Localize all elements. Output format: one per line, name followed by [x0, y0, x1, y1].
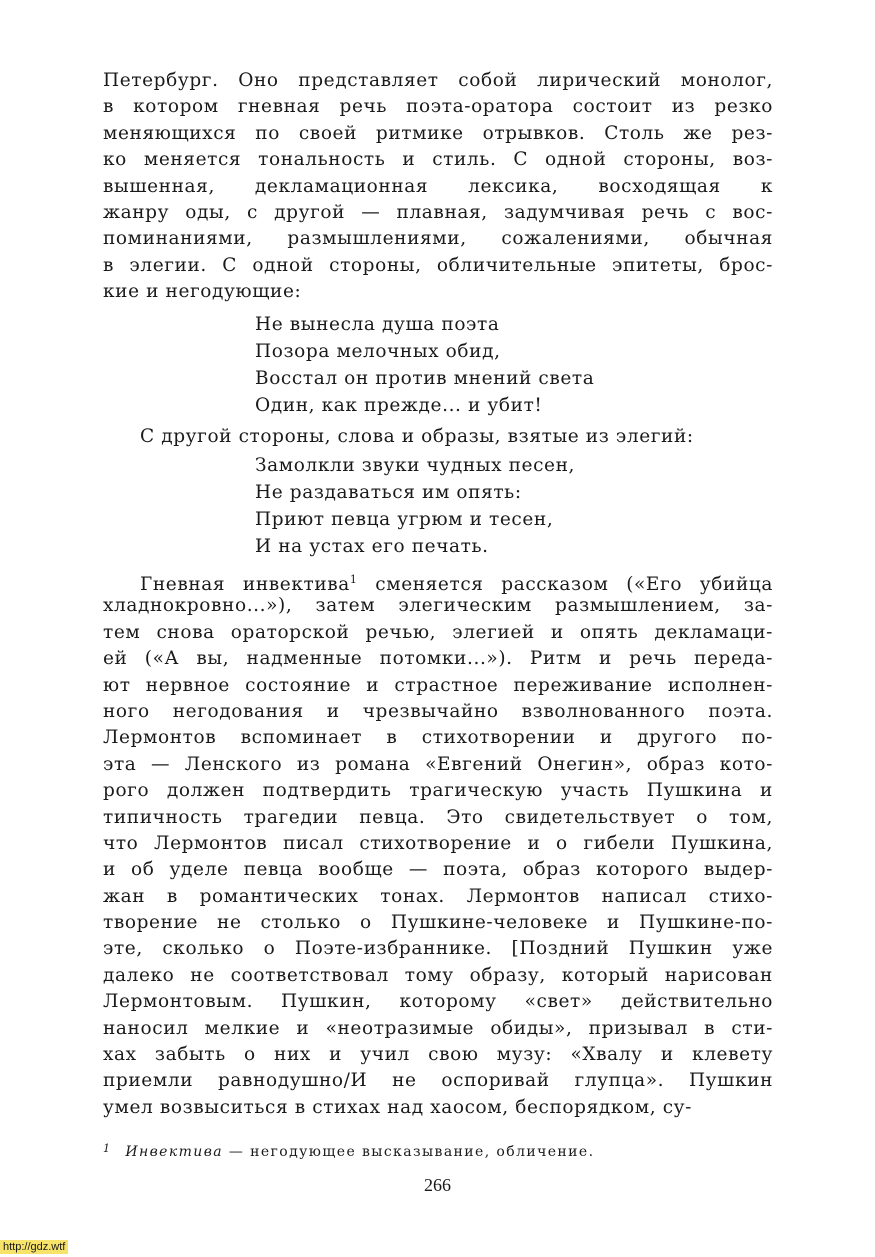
text-line: далеко не соответствовал тому образу, который нарисован — [103, 964, 773, 986]
text-line: хах забыть о них и учил свою музу: «Хвалу и клевету — [103, 1044, 773, 1066]
verse-line: И на устах его печать. — [255, 536, 489, 557]
verse-quote-1 — [255, 311, 594, 419]
text-line: хладнокровно...»), затем элегическим размышлением, за- — [103, 595, 773, 617]
verse-line: Замолкли звуки чудных песен, — [255, 455, 575, 476]
text-line: ко меняется тональность и стиль. С одной стороны, воз- — [103, 149, 773, 171]
text-line: жанру оды, с другой — плавная, задумчивая речь с вос- — [103, 201, 773, 223]
watermark-link[interactable]: http://gdz.wtf — [0, 1240, 68, 1254]
text-line: эта — Ленского из романа «Евгений Онегин», образ кото- — [103, 753, 773, 775]
text-line: Лермонтов вспоминает в стихотворении и другого по- — [103, 727, 773, 749]
text-line: жан в романтических тонах. Лермонтов написал стихо- — [103, 885, 773, 907]
first-line-before: Гневная инвектива — [140, 574, 350, 595]
verse-line: Приют певца угрюм и тесен, — [255, 509, 554, 530]
text-line: поминаниями, размышлениями, сожалениями, обычная — [103, 228, 773, 250]
transition-line: С другой стороны, слова и образы, взятые из элегий: — [140, 426, 694, 447]
verse-line: Не раздаваться им опять: — [255, 482, 522, 503]
text-line: эте, сколько о Поэте-избраннике. [Поздний Пушкин уже — [103, 938, 773, 960]
text-line: тем снова ораторской речью, элегией и опять декламаци- — [103, 621, 773, 643]
text-line: кие и негодующие: — [103, 281, 302, 303]
text-line: типичность трагедии певца. Это свидетельствует о том, — [103, 806, 773, 828]
paragraph-intro — [103, 68, 773, 306]
paragraph-main-first-line — [103, 567, 773, 593]
verse-line: Один, как прежде... и убит! — [255, 395, 543, 416]
text-line: ей («А вы, надменные потомки...»). Ритм и речь переда- — [103, 648, 773, 670]
text-line: наносил мелкие и «неотразимые обиды», призывал в сти- — [103, 1017, 773, 1039]
verse-quote-2 — [255, 452, 575, 560]
page-number: 266 — [424, 1175, 451, 1195]
footnote-reference: 1 — [349, 573, 358, 586]
text-line: творение не столько о Пушкине-человеке и Пушкине-по- — [103, 912, 773, 934]
verse-line: Восстал он против мнений света — [255, 368, 595, 389]
footnote — [103, 1142, 594, 1160]
text-line: вышенная, декламационная лексика, восходящая к — [103, 175, 773, 197]
footnote-text: — негодующее высказывание, обличение. — [223, 1144, 595, 1160]
text-line: что Лермонтов писал стихотворение и о гибели Пушкина, — [103, 832, 773, 854]
first-line-after: сменяется рассказом («Его убийца — [357, 574, 774, 595]
text-line: ют нервное состояние и страстное переживание исполнен- — [103, 674, 773, 696]
text-line: меняющихся по своей ритмике отрывков. Столь же рез- — [103, 122, 773, 144]
text-line: умел возвыситься в стихах над хаосом, беспорядком, су- — [103, 1096, 692, 1118]
paragraph-main — [103, 567, 773, 1121]
text-line: ного негодования и чрезвычайно взволнованного поэта. — [103, 700, 773, 722]
text-line: в котором гневная речь поэта-оратора состоит из резко — [103, 96, 773, 118]
footnote-mark: 1 — [103, 1142, 112, 1155]
verse-line: Позора мелочных обид, — [255, 341, 501, 362]
paragraph-transition — [103, 424, 773, 450]
text-line: Петербург. Оно представляет собой лирический монолог, — [103, 70, 773, 91]
text-line: приемли равнодушно/И не оспоривай глупца». Пушкин — [103, 1070, 773, 1092]
verse-line: Не вынесла душа поэта — [255, 314, 500, 335]
text-line: и об уделе певца вообще — поэта, образ которого выдер- — [103, 859, 773, 881]
text-line: рого должен подтвердить трагическую участь Пушкина и — [103, 780, 773, 802]
text-line: Лермонтовым. Пушкин, которому «свет» действительно — [103, 991, 773, 1013]
footnote-term: Инвектива — [125, 1144, 224, 1160]
text-line: в элегии. С одной стороны, обличительные эпитеты, брос- — [103, 254, 773, 276]
